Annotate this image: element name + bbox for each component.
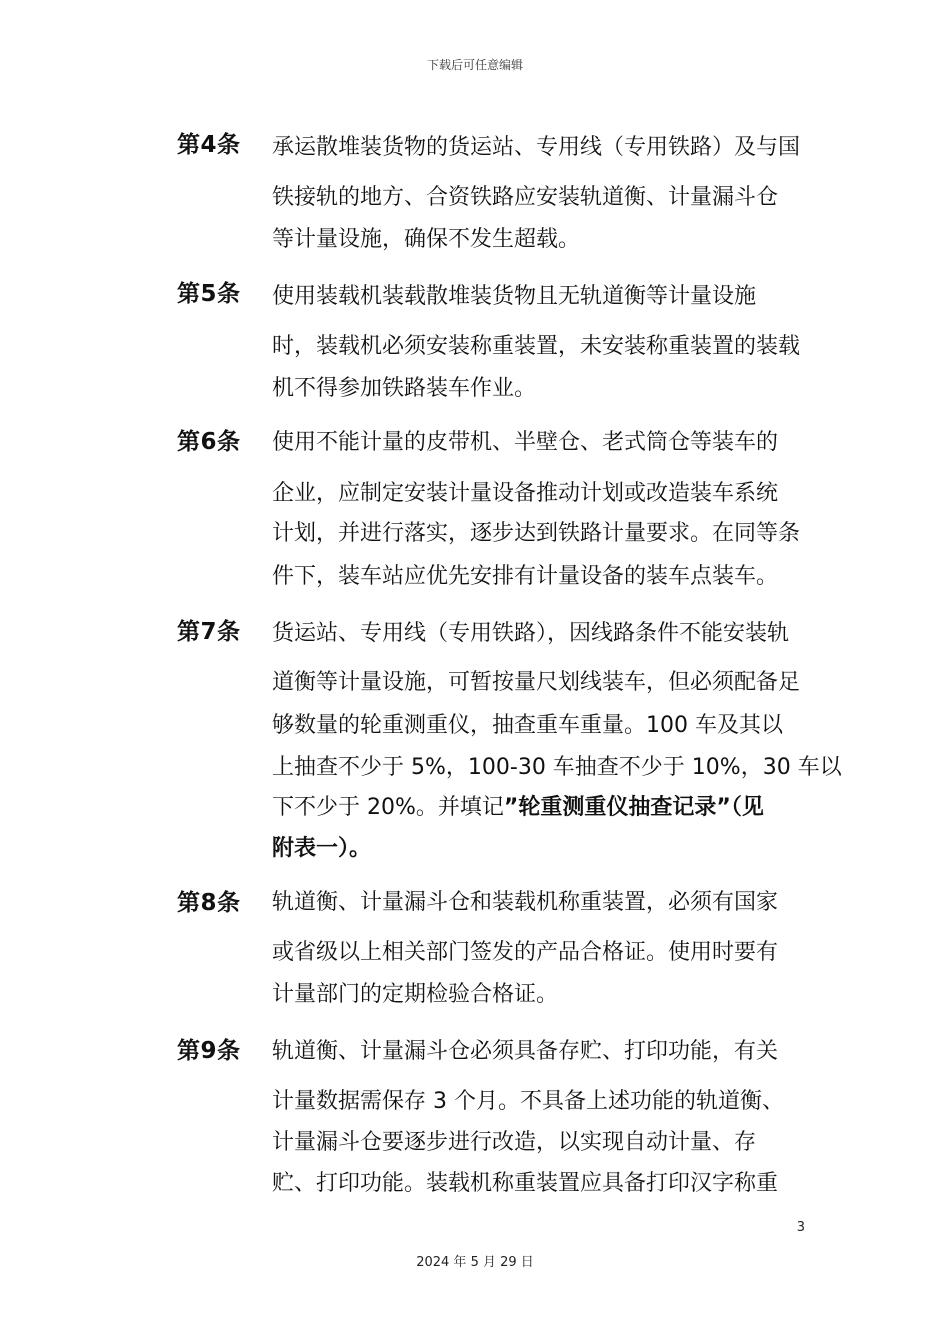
record-title: ”轮重测重仪抽查记录”（见 (503, 795, 764, 820)
article-label: 第5条 (177, 281, 241, 307)
text-line: 轨道衡、计量漏斗仓和装载机称重装置，必须有国家 (272, 890, 779, 915)
text-line: 计划，并进行落实，逐步达到铁路计量要求。在同等条 (272, 521, 801, 546)
text-line: 企业，应制定安装计量设备推动计划或改造装车系统 (272, 481, 779, 506)
page-number: 3 (796, 1220, 805, 1235)
text-line: 等计量设施，确保不发生超载。 (272, 227, 581, 252)
article-label: 第7条 (177, 619, 241, 645)
text-line: 道衡等计量设施，可暂按量尺划线装车，但必须配备足 (272, 670, 801, 695)
article-label: 第8条 (177, 890, 241, 916)
footer-date: 2024 年 5 月 29 日 (416, 1255, 534, 1270)
text-line: 轨道衡、计量漏斗仓必须具备存贮、打印功能，有关 (272, 1039, 779, 1064)
text-line: 铁接轨的地方、合资铁路应安装轨道衡、计量漏斗仓 (272, 185, 779, 210)
text-line: 机不得参加铁路装车作业。 (272, 376, 537, 401)
text-line: 贮、打印功能。装载机称重装置应具备打印汉字称重 (272, 1171, 779, 1196)
text-line: 使用装载机装载散堆装货物且无轨道衡等计量设施 (272, 284, 757, 309)
text-line-mixed (272, 797, 764, 819)
text-line-bold: 附表一）。 (272, 836, 372, 861)
text-line: 够数量的轮重测重仪，抽查重车重量。100 车及其以 (272, 713, 783, 738)
header-note: 下载后可任意编辑 (426, 58, 523, 72)
article-label: 第4条 (177, 132, 241, 158)
article-label: 第6条 (177, 429, 241, 455)
text-line: 或省级以上相关部门签发的产品合格证。使用时要有 (272, 940, 779, 965)
text-line: 件下，装车站应优先安排有计量设备的装车点装车。 (272, 564, 779, 589)
article-label: 第9条 (177, 1038, 241, 1064)
text-normal: 下不少于 20%。并填记 (272, 795, 504, 820)
text-line: 计量数据需保存 3 个月。不具备上述功能的轨道衡、 (272, 1089, 784, 1114)
text-line: 时，装载机必须安装称重装置，未安装称重装置的装载 (272, 334, 801, 359)
text-line: 货运站、专用线（专用铁路），因线路条件不能安装轨 (272, 621, 790, 646)
text-line: 上抽查不少于 5%，100-30 车抽查不少于 10%，30 车以 (272, 755, 842, 780)
text-line: 承运散堆装货物的货运站、专用线（专用铁路）及与国 (272, 135, 801, 160)
text-line: 计量部门的定期检验合格证。 (272, 982, 559, 1007)
text-line: 使用不能计量的皮带机、半壁仓、老式筒仓等装车的 (272, 430, 779, 455)
text-line: 计量漏斗仓要逐步进行改造，以实现自动计量、存 (272, 1130, 757, 1155)
